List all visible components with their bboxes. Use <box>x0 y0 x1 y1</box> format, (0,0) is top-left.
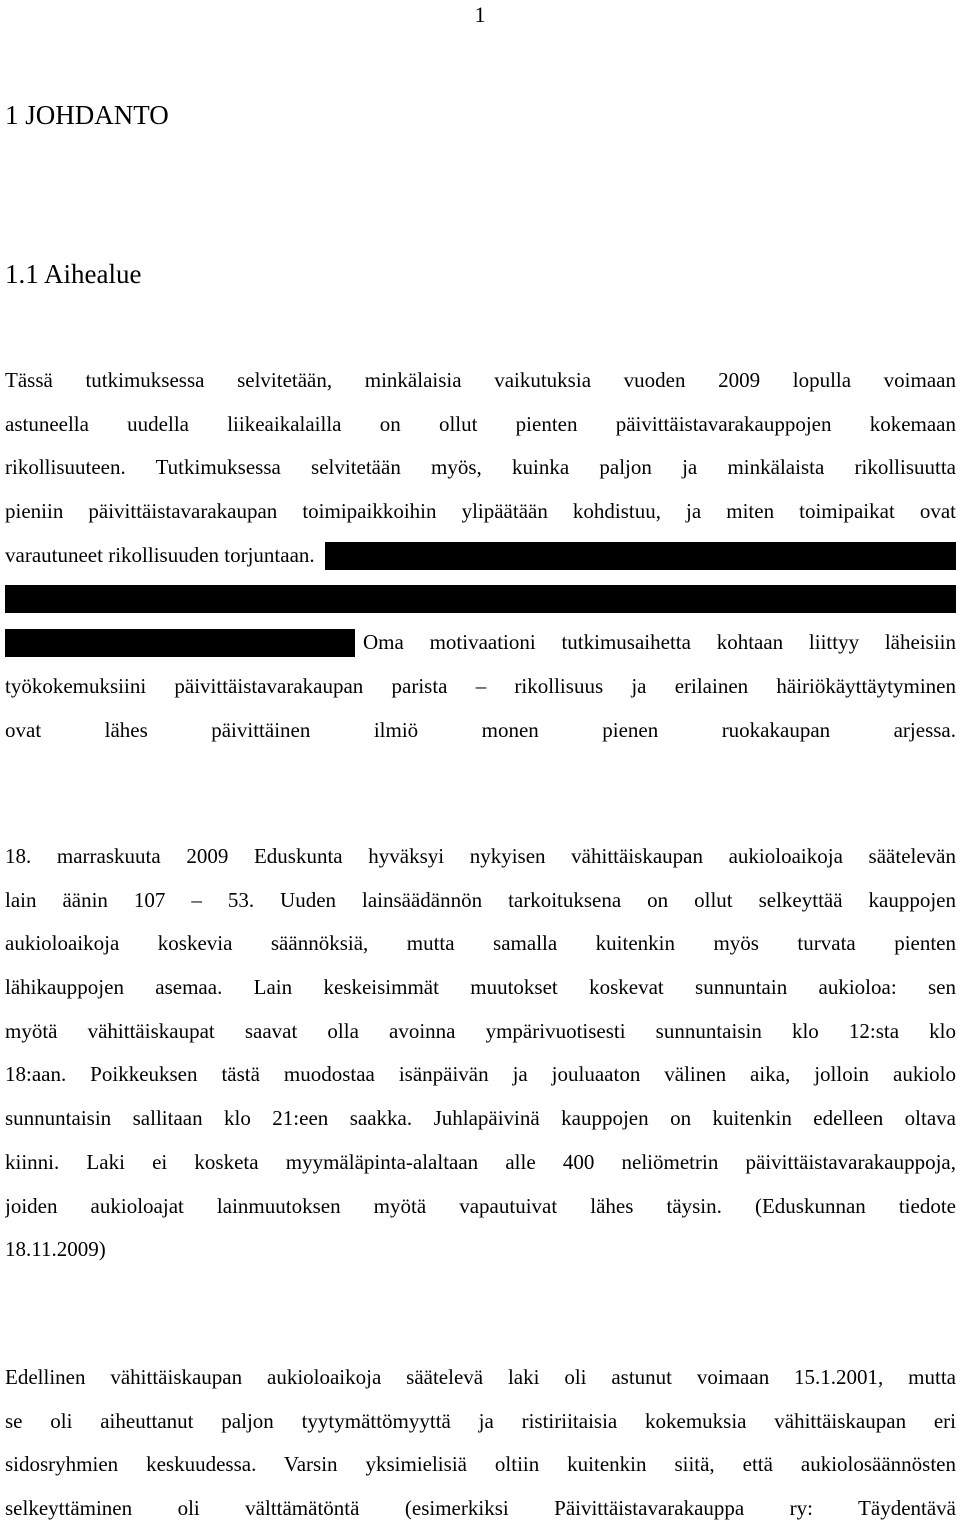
redaction-block <box>5 585 956 613</box>
text-line: lähikauppojen asemaa. Lain keskeisimmät muutokset koskevat sunnuntain aukioloa: sen <box>5 975 956 1000</box>
text-line: Tässä tutkimuksessa selvitetään, minkälaisia vaikutuksia vuoden 2009 lopulla voimaan <box>5 368 956 392</box>
chapter-heading: 1 JOHDANTO <box>5 100 169 130</box>
text-line: myötä vähittäiskaupat saavat olla avoinna ympärivuotisesti sunnuntaisin klo 12:sta klo <box>5 1018 956 1043</box>
text-line-with-redaction <box>5 621 956 665</box>
paragraph-intro <box>5 359 956 752</box>
redaction-block <box>325 542 956 570</box>
section-heading: 1.1 Aihealue <box>5 259 142 289</box>
text-line: astuneella uudella liikeaikalailla on ollut pienten päivittäistavarakauppojen kokemaan <box>5 411 956 436</box>
text-fragment: Oma motivaationi tutkimusaihetta kohtaan liittyy läheisiin <box>363 630 956 655</box>
text-line: 18.11.2009) <box>5 1237 106 1262</box>
text-line: sidosryhmien keskuudessa. Varsin yksimielisiä oltiin kuitenkin siitä, että aukiolosäännösten <box>5 1452 956 1477</box>
text-line: ovat lähes päivittäinen ilmiö monen pienen ruokakaupan arjessa. <box>5 717 956 742</box>
text-line: rikollisuuteen. Tutkimuksessa selvitetään myös, kuinka paljon ja minkälaista rikollisuutta <box>5 455 956 480</box>
text-line: työkokemuksiini päivittäistavarakaupan parista – rikollisuus ja erilainen häiriökäyttäytyminen <box>5 673 956 698</box>
text-line: aukioloaikoja koskevia säännöksiä, mutta samalla kuitenkin myös turvata pienten <box>5 931 956 956</box>
text-line: kiinni. Laki ei kosketa myymäläpinta-alaltaan alle 400 neliömetrin päivittäistavarakauppoja, <box>5 1149 956 1174</box>
redaction-line <box>5 577 956 621</box>
text-line: sunnuntaisin sallitaan klo 21:een saakka. Juhlapäivinä kauppojen on kuitenkin edelleen oltava <box>5 1106 956 1131</box>
text-line: joiden aukioloajat lainmuutoksen myötä vapautuivat lähes täysin. (Eduskunnan tiedote <box>5 1193 956 1218</box>
text-line: pieniin päivittäistavarakaupan toimipaikkoihin ylipäätään kohdistuu, ja miten toimipaikat ovat <box>5 499 956 524</box>
text-line: se oli aiheuttanut paljon tyytymättömyyttä ja ristiriitaisia kokemuksia vähittäiskaupan eri <box>5 1408 956 1433</box>
page-number: 1 <box>474 2 486 27</box>
text-line: selkeyttäminen oli välttämätöntä (esimerkiksi Päivittäistavarakauppa ry: Täydentävä <box>5 1496 956 1521</box>
redaction-block <box>5 629 355 657</box>
paragraph-law-change <box>5 835 956 1272</box>
paragraph-previous-law <box>5 1356 956 1531</box>
text-fragment: varautuneet rikollisuuden torjuntaan. <box>5 542 315 567</box>
text-line: lain äänin 107 – 53. Uuden lainsäädännön tarkoituksena on ollut selkeyttää kauppojen <box>5 887 956 912</box>
text-line: 18:aan. Poikkeuksen tästä muodostaa isänpäivän ja jouluaaton välinen aika, jolloin aukiolo <box>5 1062 956 1087</box>
text-line: Edellinen vähittäiskaupan aukioloaikoja säätelevä laki oli astunut voimaan 15.1.2001, mutta <box>5 1365 956 1389</box>
text-line-with-redaction <box>5 534 956 578</box>
text-line: 18. marraskuuta 2009 Eduskunta hyväksyi nykyisen vähittäiskaupan aukioloaikoja säätelevän <box>5 844 956 868</box>
